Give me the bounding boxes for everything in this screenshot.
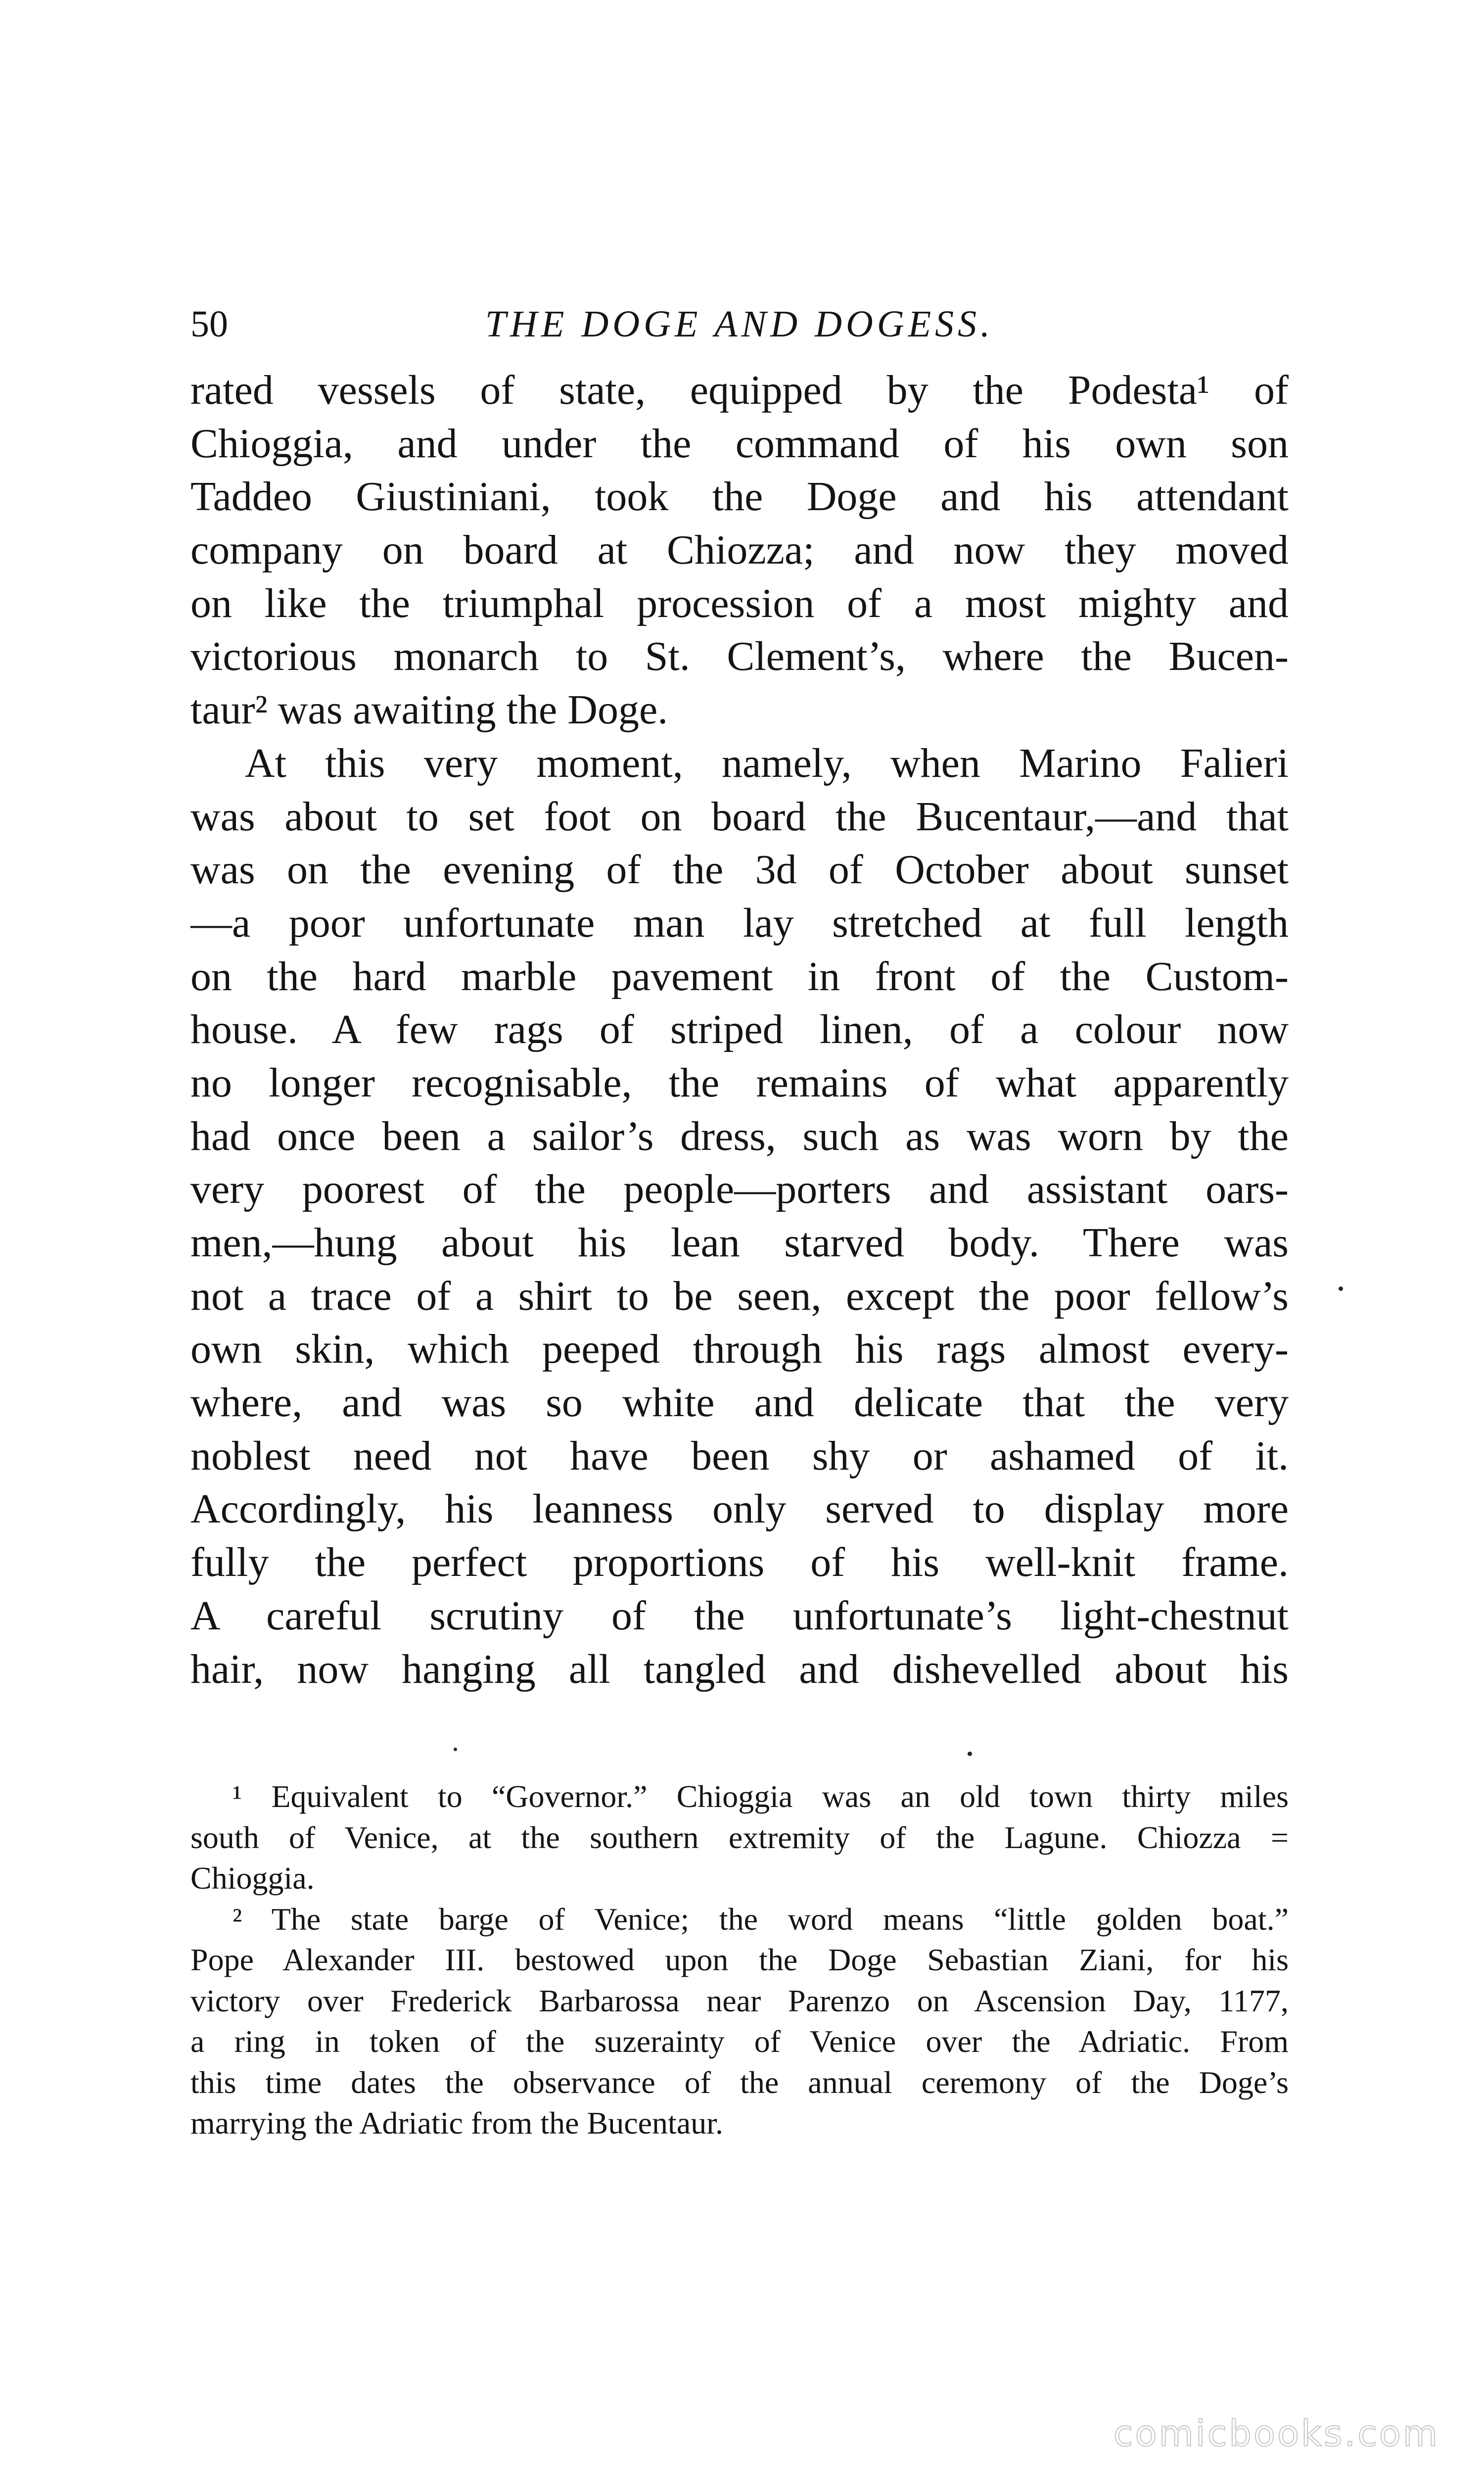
body-line: hair, now hanging all tangled and dishevelled about his: [190, 1646, 1289, 1692]
body-line: fully the perfect proportions of his well-knit frame.: [190, 1539, 1289, 1586]
body-line: was about to set foot on board the Bucentaur,—and that: [190, 793, 1289, 840]
body-line: house. A few rags of striped linen, of a colour now: [190, 1006, 1289, 1053]
margin-speck: [1339, 1286, 1343, 1291]
margin-speck: [454, 1748, 457, 1751]
footnote-1-line: Chioggia.: [190, 1860, 315, 1896]
body-line: A careful scrutiny of the unfortunate’s light-chestnut: [190, 1592, 1289, 1639]
body-line: Taddeo Giustiniani, took the Doge and his attendant: [190, 474, 1289, 520]
body-line: men,—hung about his lean starved body. There was: [190, 1220, 1289, 1266]
body-line: Accordingly, his leanness only served to display more: [190, 1486, 1289, 1532]
footnote-2-line: ² The state barge of Venice; the word means “little golden boat.”: [232, 1901, 1289, 1937]
footnote-2-line: victory over Frederick Barbarossa near Parenzo on Ascension Day, 1177,: [190, 1983, 1289, 2018]
watermark: comicbooks.com: [1113, 2413, 1439, 2454]
footnote-2-line: marrying the Adriatic from the Bucentaur.: [190, 2105, 723, 2141]
body-line: where, and was so white and delicate that the very: [190, 1380, 1289, 1426]
paragraph-first-line: At this very moment, namely, when Marino Falieri: [245, 740, 1289, 786]
footnote-2-line: a ring in token of the suzerainty of Venice over the Adriatic. From: [190, 2024, 1289, 2059]
body-line: on the hard marble pavement in front of the Custom-: [190, 953, 1289, 999]
body-text: [190, 364, 1289, 1696]
body-line: had once been a sailor’s dress, such as was worn by the: [190, 1113, 1289, 1159]
body-line: —a poor unfortunate man lay stretched at full length: [190, 900, 1289, 946]
body-line: not a trace of a shirt to be seen, except the poor fellow’s: [190, 1273, 1289, 1319]
footnote-2-line: this time dates the observance of the annual ceremony of the Doge’s: [190, 2064, 1289, 2100]
footnote-1-line: south of Venice, at the southern extremity of the Lagune. Chiozza =: [190, 1819, 1289, 1855]
margin-speck: [968, 1752, 972, 1756]
body-line: company on board at Chiozza; and now they moved: [190, 527, 1289, 573]
page-header: [190, 297, 1289, 351]
running-title: THE DOGE AND DOGESS.: [485, 303, 994, 345]
page-number: 50: [190, 303, 228, 345]
body-line: rated vessels of state, equipped by the Podesta¹ of: [190, 367, 1289, 413]
footnotes: [190, 1776, 1289, 2144]
body-line: Chioggia, and under the command of his own son: [190, 420, 1289, 467]
body-line: was on the evening of the 3d of October about sunset: [190, 847, 1289, 893]
body-line: own skin, which peeped through his rags almost every-: [190, 1326, 1289, 1373]
footnote-2-line: Pope Alexander III. bestowed upon the Doge Sebastian Ziani, for his: [190, 1942, 1289, 1977]
body-line: on like the triumphal procession of a most mighty and: [190, 580, 1289, 626]
body-line: victorious monarch to St. Clement’s, where the Bucen-: [190, 633, 1289, 680]
body-line: noblest need not have been shy or ashamed of it.: [190, 1432, 1289, 1479]
footnote-1-line: ¹ Equivalent to “Governor.” Chioggia was an old town thirty miles: [232, 1779, 1289, 1814]
body-line: very poorest of the people—porters and assistant oars-: [190, 1166, 1289, 1213]
body-line: no longer recognisable, the remains of what apparently: [190, 1059, 1289, 1106]
body-line: taur² was awaiting the Doge.: [190, 687, 668, 733]
